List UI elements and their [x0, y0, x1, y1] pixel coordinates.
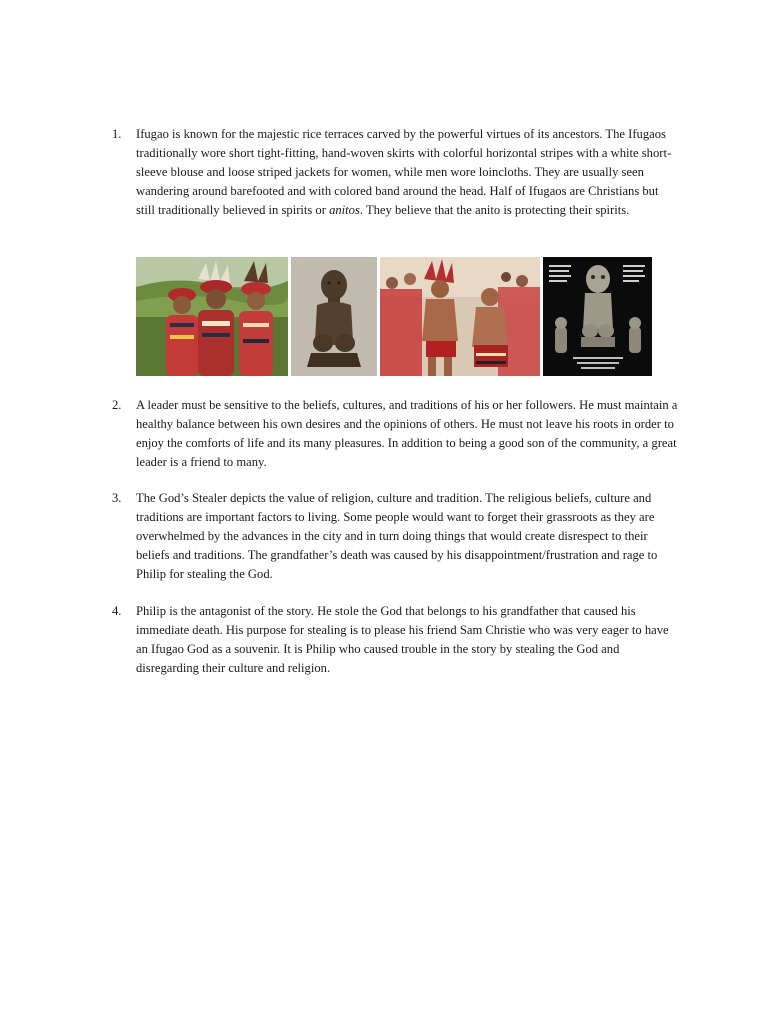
list-number: 1.	[112, 127, 122, 141]
ifugao-dancers-photo-icon	[380, 257, 540, 376]
list-item-2	[112, 396, 680, 472]
bulul-museum-display-photo-icon	[543, 257, 652, 376]
list-item-text: The God’s Stealer depicts the value of religion, culture and tradition. The religious beliefs, culture and traditions are important factors to living. Some people would want to forget their grassroots as they are overwhelmed by the advances in the city and in turn doing things that would create disrespect to their beliefs and traditions. The grandfather’s death was caused by his disappointment/frustration and rage to Philip for stealing the God.	[136, 491, 658, 581]
list-item-text: Ifugao is known for the majestic rice terraces carved by the powerful virtues of its ancestors. The Ifugaos traditionally wore short tight-fitting, hand-woven skirts with colorful horizontal stripes with a white short-sleeve blouse and loose striped jackets for women, while men wore loincloths. They are usually seen wandering around barefooted and with colored band around the head. Half of Ifugaos are Christians but still traditionally believed in spirits or anitos. They believe that the anito is protecting their spirits.	[136, 127, 672, 217]
ifugao-elders-photo-icon	[136, 257, 288, 376]
list-item-text: A leader must be sensitive to the beliefs, cultures, and traditions of his or her followers. He must maintain a healthy balance between his own desires and the opinions of others. He must not leave his roots in order to enjoy the comforts of life and its many pleasures. In addition to being a good son of the community, a great leader is a friend to many.	[136, 398, 678, 469]
wooden-bulul-statue-photo-icon	[291, 257, 377, 376]
italic-term: anitos	[329, 203, 360, 217]
list-item-1	[112, 125, 680, 220]
list-item-text: Philip is the antagonist of the story. He stole the God that belongs to his grandfather that caused his immediate death. His purpose for stealing is to please his friend Sam Christie who was very eager to have an Ifugao God as a souvenir. It is Philip who caused trouble in the story by stealing the God and disregarding their culture and religion.	[136, 604, 669, 675]
list-item-3	[112, 489, 680, 584]
list-item-4	[112, 602, 680, 678]
list-number: 2.	[112, 398, 122, 412]
list-number: 3.	[112, 491, 122, 505]
list-number: 4.	[112, 604, 122, 618]
